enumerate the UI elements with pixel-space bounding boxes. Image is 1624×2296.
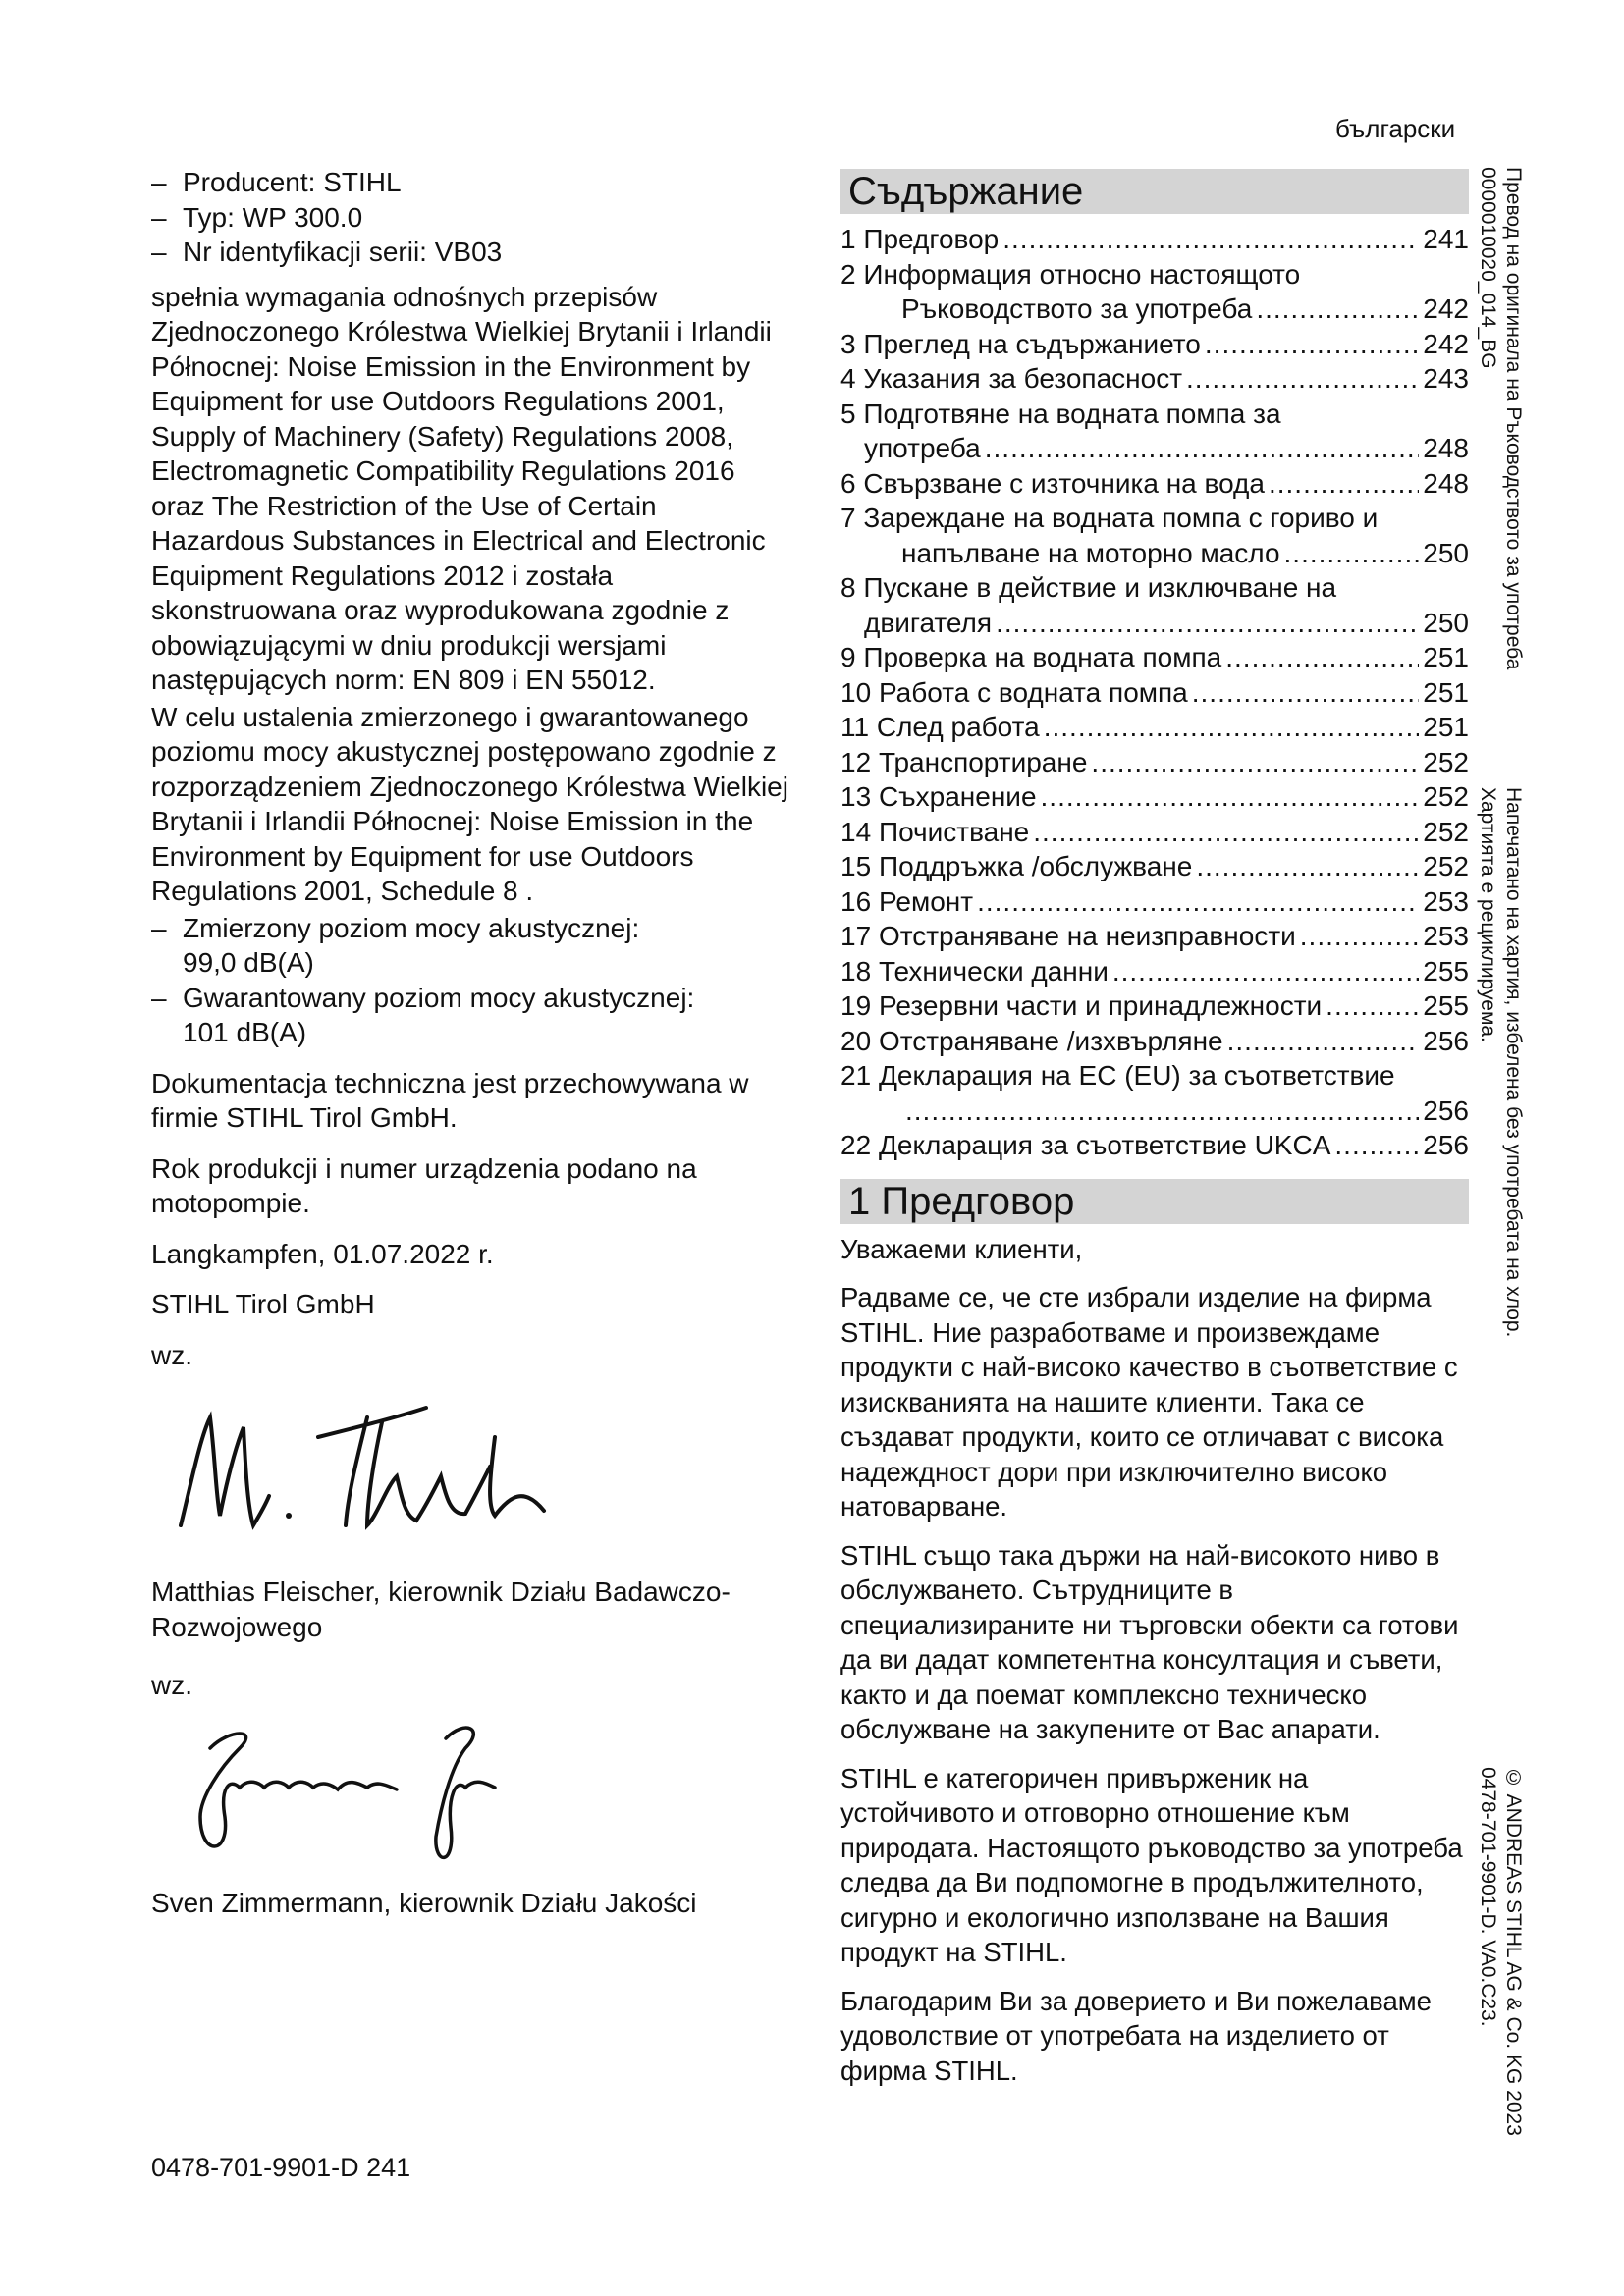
noise-guaranteed-label: – Gwarantowany poziom mocy akustycznej: [183, 982, 695, 1013]
section-1-paragraph: Радваме се, че сте избрали изделие на фирма STIHL. Ние разработваме и произвеждаме продукти с най-високо качество в съответствие с изискванията на нашите клиенти. Така се създават продукти, които се отличават с висока надеждност дори при изключително високо натоварване. [840, 1282, 1458, 1522]
toc-item-17[interactable]: 17 Отстраняване на неизправности ..... 253 [840, 919, 1469, 954]
noise-measured-value: 99,0 dB(A) [183, 947, 314, 978]
language-label: български [1335, 114, 1456, 143]
left-column [151, 165, 789, 1936]
toc-item-15[interactable]: 15 Поддръжка /обслужване ..... 252 [840, 849, 1469, 884]
wz-label: wz. [151, 1339, 192, 1370]
toc-item-3[interactable]: 3 Преглед на съдържанието ..... 242 [840, 327, 1469, 362]
list-item: – Nr identyfikacji serii: VB03 [151, 235, 789, 270]
company-name: STIHL Tirol GmbH [151, 1289, 375, 1319]
toc-item-1[interactable]: 1 Предговор ..... 241 [840, 222, 1469, 257]
toc-item-20[interactable]: 20 Отстраняване /изхвърляне ..... 256 [840, 1024, 1469, 1059]
toc-item-5[interactable]: 5 Подготвяне на водната помпа за употреба ..... 248 [840, 397, 1469, 466]
wz-label: wz. [151, 1670, 192, 1700]
toc-item-8[interactable]: 8 Пускане в действие и изключване на двигателя ..... 250 [840, 570, 1469, 640]
margin-paper-note: Напечатано на хартия, избелена без употребата на хлор. Хартията е рециклируема. [1477, 787, 1525, 1338]
documentation-paragraph: Dokumentacja techniczna jest przechowywana w firmie STIHL Tirol GmbH. [151, 1067, 749, 1133]
section-1-paragraph: STIHL също така държи на най-високото ниво в обслужването. Сътрудниците в специализираните ни търговски обекти са готови да ви дадат компетентна консултация и съвети, както и да поемат комплексно техническо обслужване на закупените от Вас апарати. [840, 1539, 1459, 1744]
toc-item-14[interactable]: 14 Почистване ..... 252 [840, 815, 1469, 850]
compliance-paragraph: spełnia wymagania odnośnych przepisów Zjednoczonego Królestwa Wielkiej Brytanii i Irlandii Północnej: Noise Emission in the Environment by Equipment for use Outdoors Regulations 2001, Supply of Machinery (Safety) Regulations 2008, Electromagnetic Compatibility Regulations 2016 oraz The Restriction of the Use of Certain Hazardous Substances in Electrical and Electronic Equipment Regulations 2012 i została skonstruowana oraz wyprodukowana zgodnie z obowiązującymi w dniu produkcji wersjami następujących norm: EN 809 i EN 55012. [151, 281, 772, 695]
production-paragraph: Rok produkcji i numer urządzenia podano na motopompie. [151, 1152, 697, 1218]
toc-item-12[interactable]: 12 Транспортиране ..... 252 [840, 745, 1469, 780]
toc-item-16[interactable]: 16 Ремонт ..... 253 [840, 884, 1469, 920]
place-date: Langkampfen, 01.07.2022 r. [151, 1238, 494, 1269]
section-1-paragraph: STIHL е категоричен привърженик на устойчивото и отговорно отношение към природата. Настоящото ръководство за употреба следва да Ви подпомогне в продължителното, сигурно и екологично използване на Вашия продукт на STIHL. [840, 1762, 1463, 1967]
noise-measured-label: – Zmierzony poziom mocy akustycznej: [183, 912, 640, 943]
list-item: – Producent: STIHL [151, 165, 789, 200]
margin-copyright: © ANDREAS STIHL AG & Co. KG 2023 0478-701-9901-D. VA0.C23. [1477, 1767, 1525, 2136]
toc-item-11[interactable]: 11 След работа ..... 251 [840, 710, 1469, 745]
section-1-paragraph: Благодарим Ви за доверието и Ви пожелаваме удоволствие от употребата на изделието от фирма STIHL. [840, 1985, 1432, 2086]
section-1-title: 1 Предговор [840, 1179, 1469, 1224]
signer-1: Matthias Fleischer, kierownik Działu Badawczo-Rozwojowego [151, 1576, 731, 1642]
toc-item-13[interactable]: 13 Съхранение ..... 252 [840, 779, 1469, 815]
toc-item-19[interactable]: 19 Резервни части и принадлежности ..... 255 [840, 988, 1469, 1024]
section-1-body [840, 1232, 1469, 2089]
toc-item-18[interactable]: 18 Технически данни ..... 255 [840, 954, 1469, 989]
toc-item-4[interactable]: 4 Указания за безопасност ..... 243 [840, 361, 1469, 397]
noise-guaranteed-value: 101 dB(A) [183, 1017, 307, 1047]
noise-list [151, 911, 789, 1050]
toc-item-21[interactable]: 21 Декларация на ЕС (EU) за съответствие ..... 256 [840, 1058, 1469, 1128]
right-column [840, 169, 1469, 2102]
toc-item-2[interactable]: 2 Информация относно настоящото Ръководството за употреба ..... 242 [840, 257, 1469, 327]
list-item: – Typ: WP 300.0 [151, 200, 789, 236]
signer-2: Sven Zimmermann, kierownik Działu Jakości [151, 1887, 697, 1918]
noise-paragraph: W celu ustalenia zmierzonego i gwarantowanego poziomu mocy akustycznej postępowano zgodnie z rozporządzeniem Zjednoczonego Królestwa Wielkiej Brytanii i Irlandii Północnej: Noise Emission in the Environment by Equipment for use Outdoors Regulations 2001, Schedule 8 . [151, 701, 788, 906]
margin-translation-note: Превод на оригинала на Ръководството за употреба 0000010020_014_BG [1477, 167, 1525, 670]
list-item [151, 981, 789, 1050]
list-item [151, 911, 789, 981]
toc-item-6[interactable]: 6 Свързване с източника на вода ..... 248 [840, 466, 1469, 502]
toc-item-22[interactable]: 22 Декларация за съответствие UKCA ..... 256 [840, 1128, 1469, 1163]
page-footer: 0478-701-9901-D 241 [151, 2153, 411, 2182]
intro-list [151, 165, 789, 270]
toc-title: Съдържание [840, 169, 1469, 214]
salutation: Уважаеми клиенти, [840, 1233, 1083, 1264]
toc-item-9[interactable]: 9 Проверка на водната помпа ..... 251 [840, 640, 1469, 675]
signature-zimmermann-image [171, 1709, 544, 1876]
toc-item-7[interactable]: 7 Зареждане на водната помпа с гориво и напълване на моторно масло ..... 250 [840, 501, 1469, 570]
toc-item-10[interactable]: 10 Работа с водната помпа ..... 251 [840, 675, 1469, 711]
table-of-contents [840, 222, 1469, 1163]
signature-fleischer-image [171, 1378, 583, 1565]
